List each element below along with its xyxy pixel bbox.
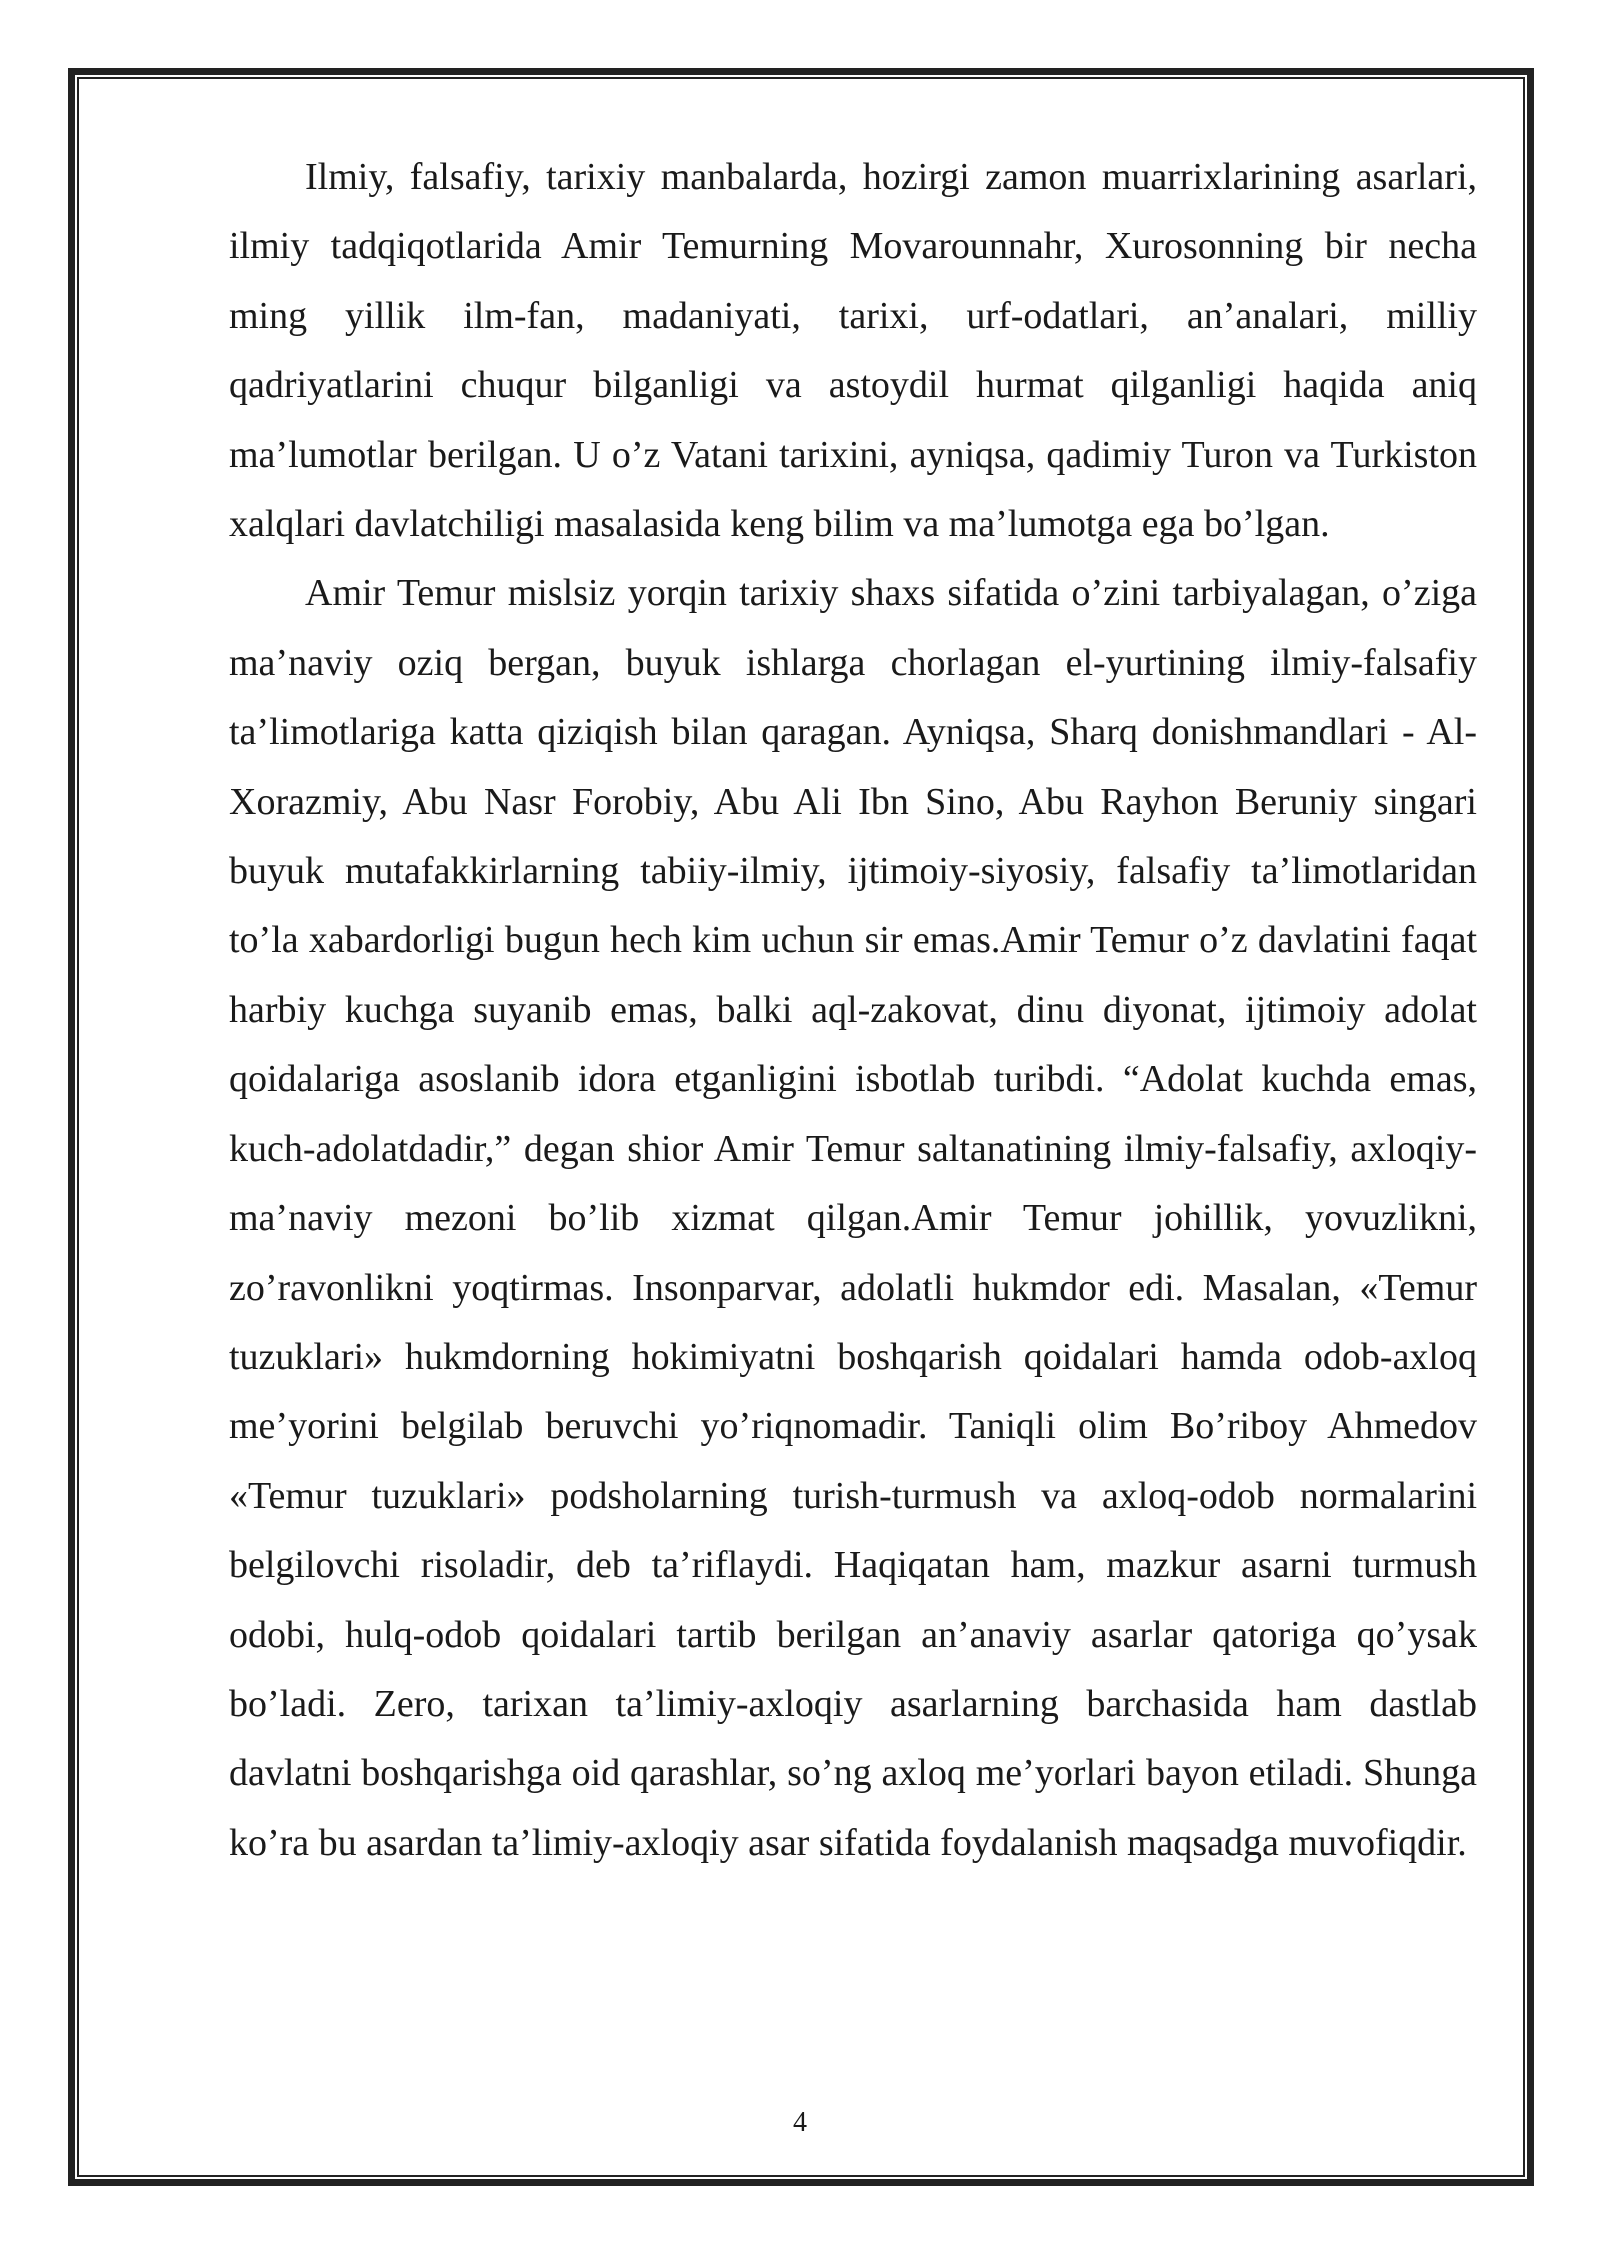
page-number: 4 — [793, 2107, 807, 2138]
paragraph-1: Ilmiy, falsafiy, tarixiy manbalarda, hozirgi zamon muarrixlarining asarlari, ilmiy tadqiqotlarida Amir Temurning Movarounnahr, Xurosonning bir necha ming yillik ilm-fan, madaniyati, tarixi, urf-odatlari, an’analari, milliy qadriyatlarini chuqur bilganligi va astoydil hurmat qilganligi haqida aniq ma’lumotlar berilgan. U o’z Vatani tarixini, ayniqsa, qadimiy Turon va Turkiston xalqlari davlatchiligi masalasida keng bilim va ma’lumotga ega bo’lgan. — [229, 156, 1477, 546]
paragraph-2: Amir Temur mislsiz yorqin tarixiy shaxs sifatida o’zini tarbiyalagan, o’ziga ma’naviy oziq bergan, buyuk ishlarga chorlagan el-yurtining ilmiy-falsafiy ta’limotlariga katta qiziqish bilan qaragan. Ayniqsa, Sharq donishmandlari - Al-Xorazmiy, Abu Nasr Forobiy, Abu Ali Ibn Sino, Abu Rayhon Beruniy singari buyuk mutafakkirlarning tabiiy-ilmiy, ijtimoiy-siyosiy, falsafiy ta’limotlaridan to’la xabardorligi bugun hech kim uchun sir emas.Amir Temur o’z davlatini faqat harbiy kuchga suyanib emas, balki aql-zakovat, dinu diyonat, ijtimoiy adolat qoidalariga asoslanib idora etganligini isbotlab turibdi. “Adolat kuchda emas, kuch-adolatdadir,” degan shior Amir Temur saltanatining ilmiy-falsafiy, axloqiy-ma’naviy mezoni bo’lib xizmat qilgan.Amir Temur johillik, yovuzlikni, zo’ravonlikni yoqtirmas. Insonparvar, adolatli hukmdor edi. Masalan, «Temur tuzuklari» hukmdorning hokimiyatni boshqarish qoidalari hamda odob-axloq me’yorini belgilab beruvchi yo’riqnomadir. Taniqli olim Bo’riboy Ahmedov «Temur tuzuklari» podsholarning turish-turmush va axloq-odob normalarini belgilovchi risoladir, deb ta’riflaydi. Haqiqatan ham, mazkur asarni turmush odobi, hulq-odob qoidalari tartib berilgan an’anaviy asarlar qatoriga qo’ysak bo’ladi. Zero, tarixan ta’limiy-axloqiy asarlarning barchasida ham dastlab davlatni boshqarishga oid qarashlar, so’ng axloq me’yorlari bayon etiladi. Shunga ko’ra bu asardan ta’limiy-axloqiy asar sifatida foydalanish maqsadga muvofiqdir. — [229, 572, 1477, 1864]
document-body — [229, 143, 1477, 1878]
